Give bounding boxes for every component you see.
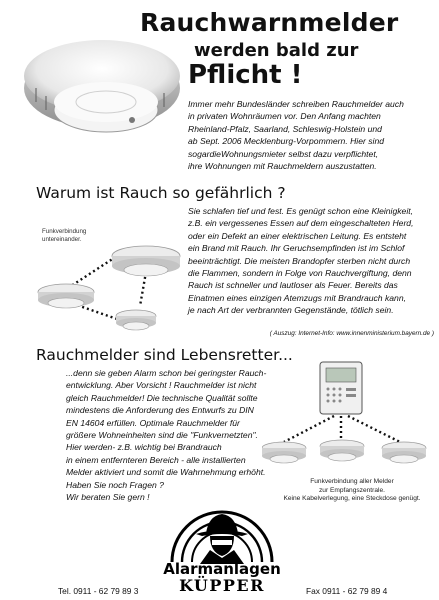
title-line3: Pflicht ! xyxy=(188,60,303,90)
section1-heading: Warum ist Rauch so gefährlich ? xyxy=(36,184,286,202)
networked-detectors-illustration xyxy=(36,236,184,336)
central-unit-caption: Funkverbindung aller Melder zur Empfangszentrale. Keine Kabelverlegung, eine Steckdose genügt. xyxy=(283,478,421,503)
phone-number: Tel. 0911 - 62 79 89 3 xyxy=(58,586,139,596)
fax-number: Fax 0911 - 62 79 89 4 xyxy=(306,586,388,596)
logo-text-kuepper: KÜPPER xyxy=(179,576,265,595)
section1-body: Sie schlafen tief und fest. Es genügt schon eine Kleinigkeit, z.B. ein vergessenes Essen auf dem eingeschalteten Herd, oder ein Defekt an einer elektrischen Leitung. Es entsteht ein Brand mit Rauch. Ihr Geruchsempfinden ist im Schlof beeinträchtigt. Die meisten Brandopfer sterben nicht durch die Flammen, sondern in Folge von Rauchvergiftung, denn Rauch ist schneller und lautloser als Feuer. Bereits das Einatmen eines einzigen Atemzugs mit Brandrauch kann, je nach Art der verbrannten Gegenstände, tötlich sein. xyxy=(188,206,414,316)
title-line2: werden bald zur xyxy=(194,40,359,61)
smoke-detector-photo xyxy=(14,18,184,148)
central-unit-illustration xyxy=(262,358,437,478)
funk-label: Funkverbindung untereinander. xyxy=(42,228,87,243)
alarmanlagen-logo-icon xyxy=(166,500,278,564)
title-line1: Rauchwarnmelder xyxy=(140,8,399,37)
source-note: ( Auszug: Internet-Info: www.innenministerium.bayern.de ) xyxy=(269,330,434,337)
section2-body: ...denn sie geben Alarm schon bei geringster Rauch- entwicklung. Aber Vorsicht ! Rauchmelder ist nicht gleich Rauchmelder! Die technische Qualität sollte mindestens die Anforderung des Entwurfs zu DIN EN 14604 erfüllen. Optimale Rauchmelder für größere Wohneinheiten sind die "Funkvernetzten". Hier werden- z.B. wichtig bei Brandrauch in einem entfernteren Bereich - alle installierten Melder aktiviert und somit die Wahrnehmung erhöht. Haben Sie noch Fragen ? Wir beraten Sie gern ! xyxy=(66,368,267,503)
section2-heading: Rauchmelder sind Lebensretter... xyxy=(36,346,293,364)
intro-paragraph: Immer mehr Bundesländer schreiben Rauchmelder auch in privaten Wohnräumen vor. Den Anfang machten Rheinland-Pfalz, Saarland, Schleswig-Holstein und ab Sept. 2006 Mecklenburg-Vorpommern. Hier sind sogardieWohnungsmieter selbst dazu verpflichtet, ihre Wohnungen mit Rauchmeldern auszustatten. xyxy=(188,99,404,172)
logo-text-alarmanlagen: Alarmanlagen xyxy=(163,560,281,578)
